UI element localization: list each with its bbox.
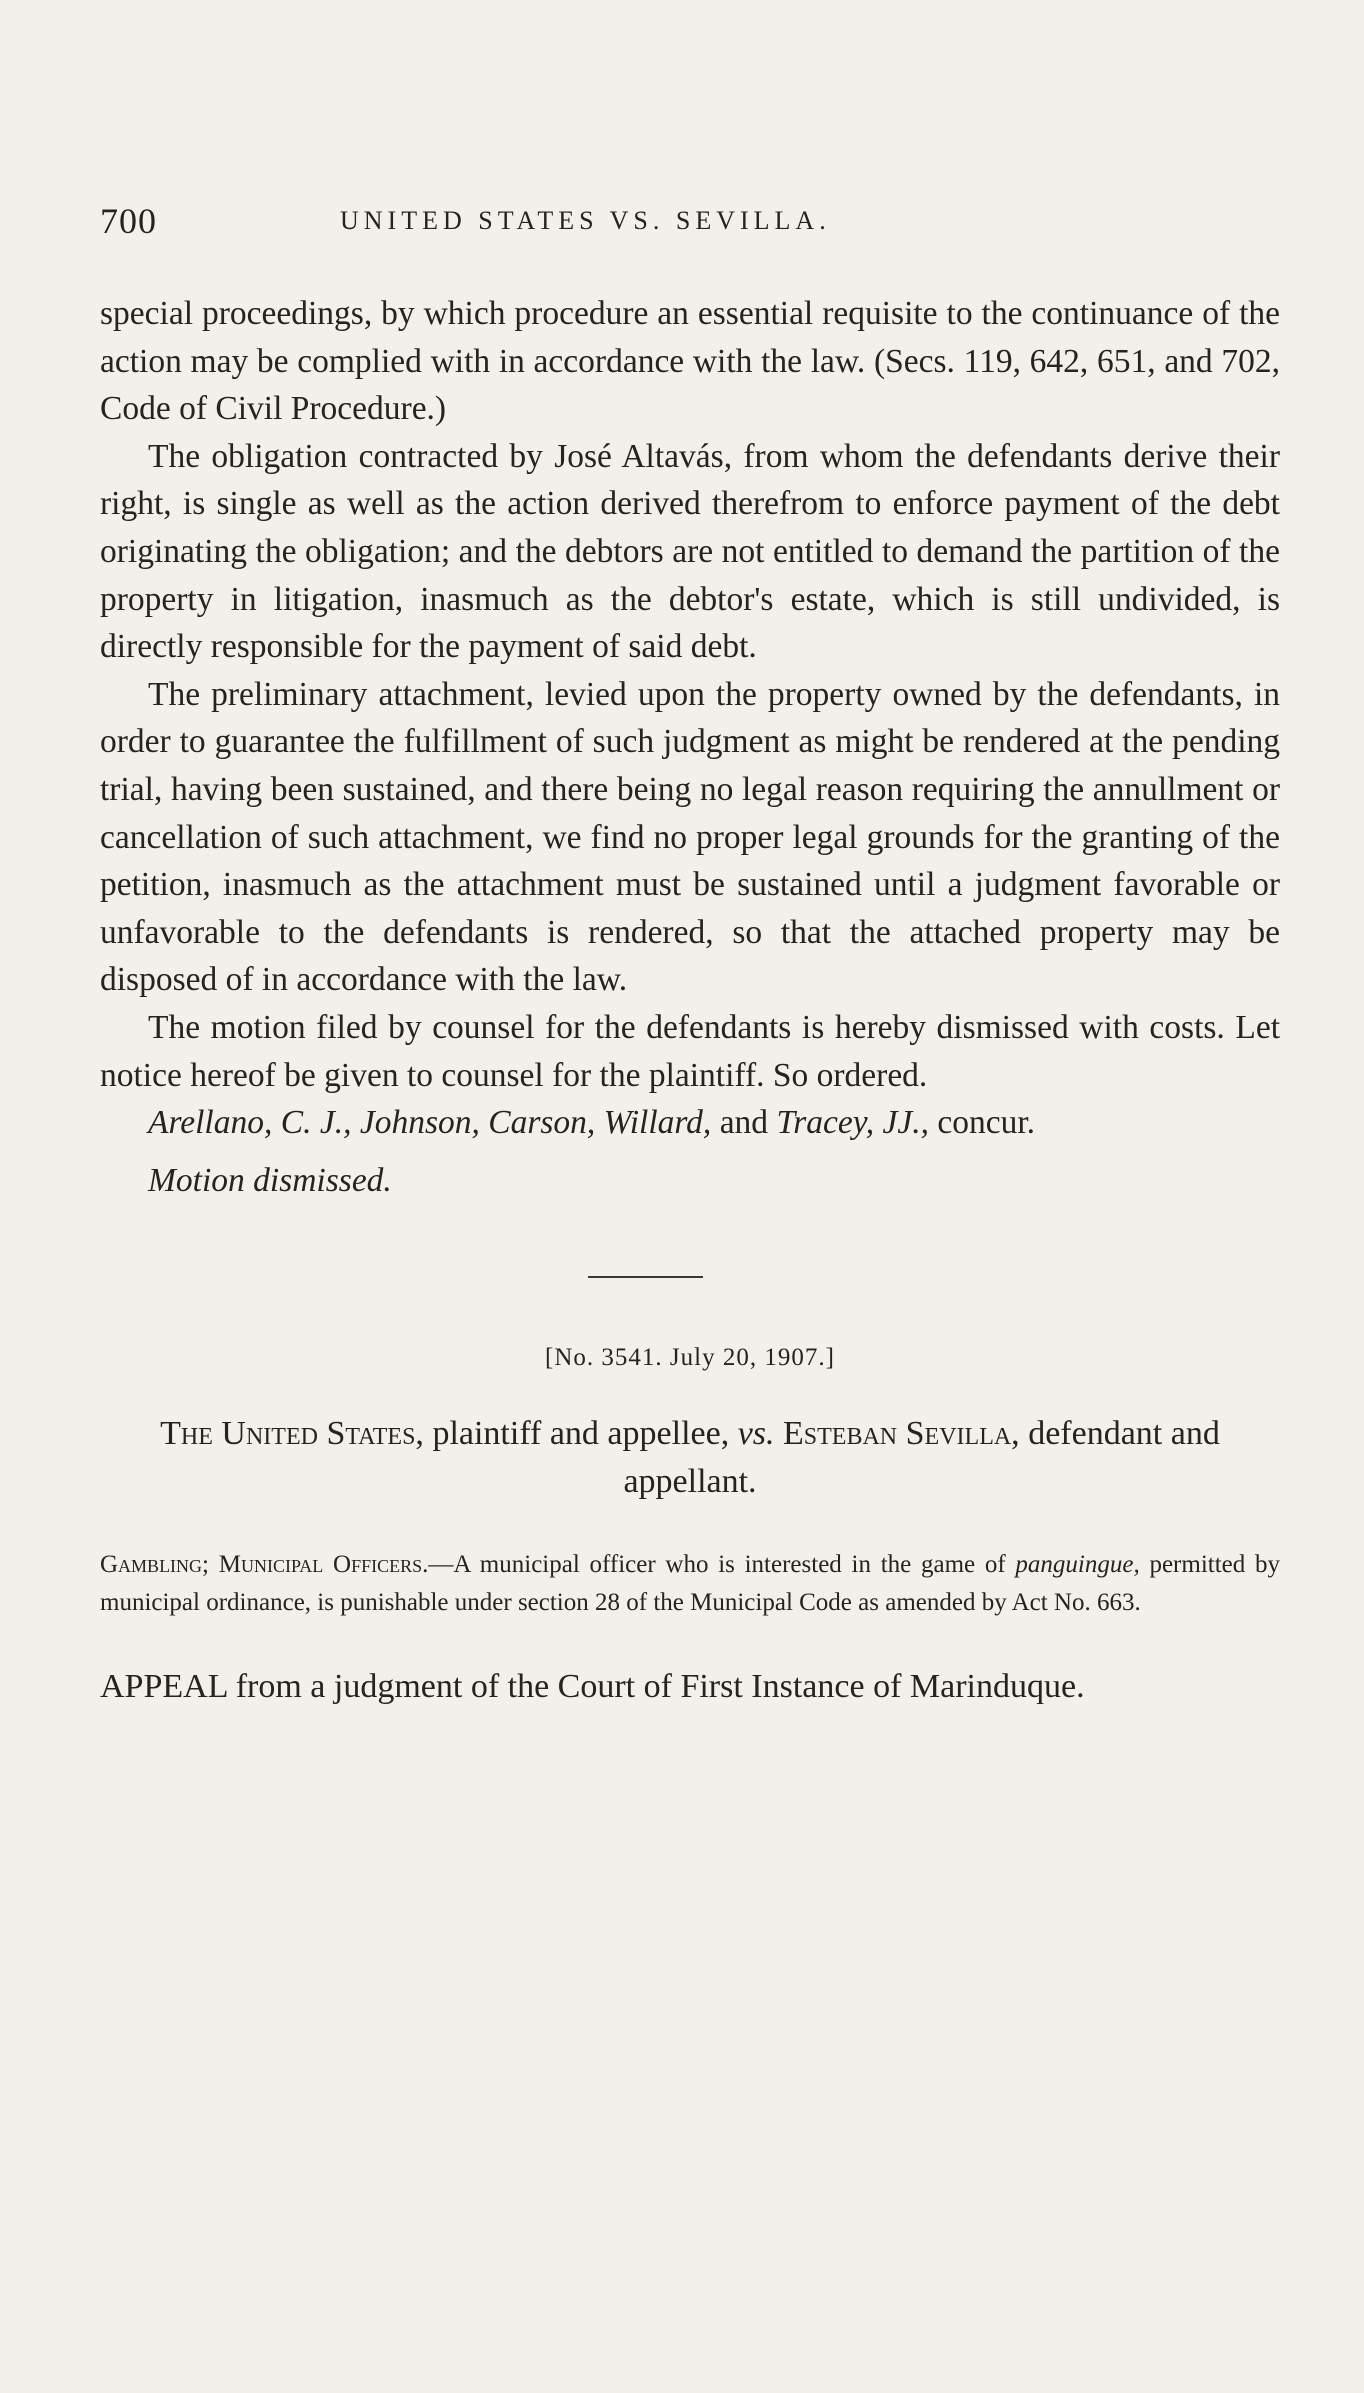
caption-plaintiff-role: plaintiff and appellee,: [432, 1415, 730, 1453]
caption-plaintiff: The United States,: [160, 1415, 424, 1453]
syllabus: [100, 1546, 1280, 1621]
concurring-last-justice: Tracey, JJ.,: [776, 1104, 930, 1142]
appeal-line: APPEAL from a judgment of the Court of First Instance of Marinduque.: [100, 1668, 1085, 1706]
caption-versus: vs.: [737, 1415, 775, 1453]
caption-defendant-role: defendant and appellant.: [623, 1415, 1220, 1501]
section-divider: [588, 1276, 703, 1278]
page-body: [100, 290, 1280, 1710]
syllabus-text-1: —A municipal officer who is interested in the game of: [428, 1551, 1006, 1579]
case-caption: [100, 1410, 1280, 1506]
disposition: Motion dismissed.: [148, 1161, 392, 1199]
opinion-paragraph-2: The obligation contracted by José Altavás, from whom the defendants derive their right, is single as well as the action derived therefrom to enforce payment of the debt originating the obligation; and the debtors are not entitled to demand the partition of the property in litigation, inasmuch as the debtor's estate, which is still undivided, is directly responsible for the payment of said debt.: [100, 437, 1280, 666]
concurring-verb: concur.: [937, 1104, 1036, 1142]
syllabus-text-2: permitted by municipal ordinance, is punishable under section 28 of the Municipal Code as amended by Act No. 663.: [100, 1551, 1280, 1616]
running-head: [100, 196, 1279, 246]
opinion-paragraph-4: The motion filed by counsel for the defendants is hereby dismissed with costs. Let notice hereof be given to counsel for the plaintiff. So ordered.: [100, 1008, 1280, 1094]
caption-defendant: Esteban Sevilla,: [783, 1415, 1020, 1453]
opinion-paragraph-1: special proceedings, by which procedure an essential requisite to the continuance of the action may be complied with in accordance with the law. (Secs. 119, 642, 651, and 702, Code of Civil Procedure.): [100, 295, 1280, 428]
syllabus-topic: Gambling; Municipal Officers.: [100, 1551, 429, 1579]
syllabus-game: panguingue,: [1015, 1551, 1140, 1579]
running-title: UNITED STATES VS. SEVILLA.: [340, 206, 831, 235]
opinion-paragraph-3: The preliminary attachment, levied upon the property owned by the defendants, in order to guarantee the fulfillment of such judgment as might be rendered at the pending trial, having been sustained, and there being no legal reason requiring the annullment or cancellation of such attachment, we find no proper legal grounds for the granting of the petition, inasmuch as the attachment must be sustained until a judgment favorable or unfavorable to the defendants is rendered, so that the attached property may be disposed of in accordance with the law.: [100, 675, 1280, 999]
page-number: 700: [100, 201, 157, 241]
case-number: [No. 3541. July 20, 1907.]: [545, 1344, 835, 1372]
concurring-and: and: [719, 1104, 769, 1142]
concurrence-line: [100, 1099, 1280, 1147]
concurring-justices: Arellano, C. J., Johnson, Carson, Willard,: [148, 1104, 712, 1142]
